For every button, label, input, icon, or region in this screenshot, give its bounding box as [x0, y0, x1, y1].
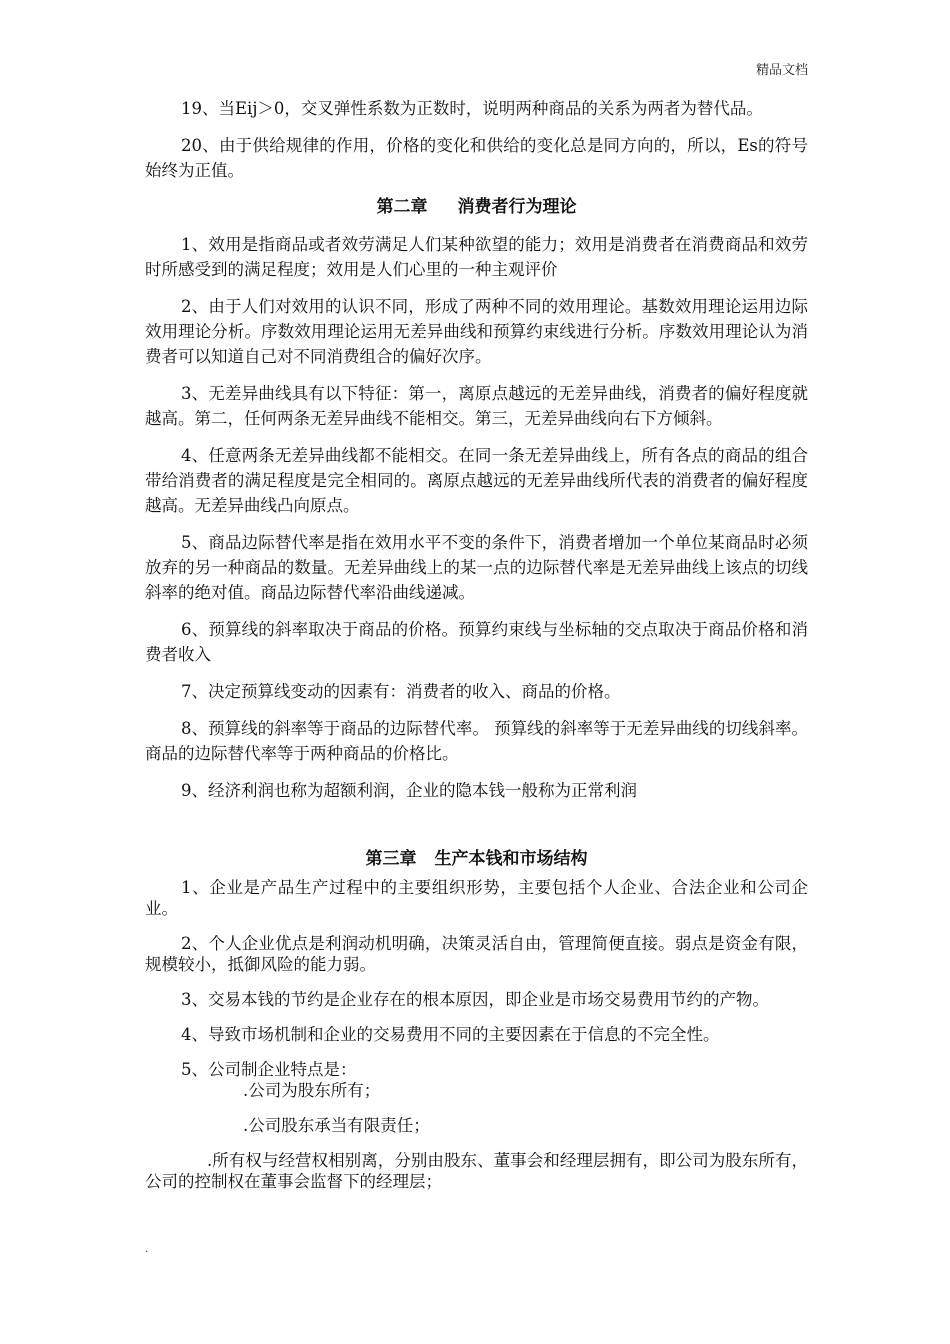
chapter-title: 生产本钱和市场结构	[434, 849, 588, 869]
chapter-heading	[145, 195, 808, 219]
chapter-heading	[145, 847, 808, 871]
chapter-number: 第三章	[365, 849, 417, 869]
page-header: 精品文档	[755, 63, 808, 78]
chapter-number: 第二章	[376, 197, 428, 217]
paragraph: 6、预算线的斜率取决于商品的价格。预算约束线与坐标轴的交点取决于商品价格和消费者收入	[145, 620, 808, 664]
paragraph: 19、当Eij＞0，交叉弹性系数为正数时，说明两种商品的关系为两者为替代品。	[181, 99, 763, 118]
chapter3-section	[145, 877, 808, 1192]
paragraph: 1、企业是产品生产过程中的主要组织形势，主要包括个人企业、合法企业和公司企业。	[145, 878, 808, 918]
paragraph: 20、由于供给规律的作用，价格的变化和供给的变化总是同方向的，所以，Es的符号始终为正值。	[145, 136, 808, 180]
paragraph: 5、商品边际替代率是指在效用水平不变的条件下，消费者增加一个单位某商品时必须放弃的另一种商品的数量。无差异曲线上的某一点的边际替代率是无差异曲线上该点的切线斜率的绝对值。商品边际替代率沿曲线递减。	[145, 533, 808, 602]
chapter-title: 消费者行为理论	[457, 197, 577, 217]
paragraph: 3、无差异曲线具有以下特征：第一，离原点越远的无差异曲线，消费者的偏好程度就越高。第二，任何两条无差异曲线不能相交。第三，无差异曲线向右下方倾斜。	[145, 384, 808, 428]
intro-section	[145, 96, 808, 183]
list-item: .公司股东承当有限责任；	[243, 1116, 430, 1135]
paragraph: 2、由于人们对效用的认识不同，形成了两种不同的效用理论。基数效用理论运用边际效用理论分析。序数效用理论运用无差异曲线和预算约束线进行分析。序数效用理论认为消费者可以知道自己对不同消费组合的偏好次序。	[145, 297, 808, 366]
paragraph: 8、预算线的斜率等于商品的边际替代率。 预算线的斜率等于无差异曲线的切线斜率。商品的边际替代率等于两种商品的价格比。	[145, 719, 808, 763]
paragraph: 1、效用是指商品或者效劳满足人们某种欲望的能力；效用是消费者在消费商品和效劳时所感受到的满足程度；效用是人们心里的一种主观评价	[145, 235, 808, 279]
paragraph: 9、经济利润也称为超额利润，企业的隐本钱一般称为正常利润	[181, 781, 637, 800]
list-item: .公司为股东所有；	[243, 1081, 381, 1100]
list-item: .所有权与经营权相别离，分别由股东、董事会和经理层拥有，即公司为股东所有，公司的控制权在董事会监督下的经理层；	[145, 1151, 808, 1191]
chapter2-section	[145, 232, 808, 803]
paragraph: 4、任意两条无差异曲线都不能相交。在同一条无差异曲线上，所有各点的商品的组合带给消费者的满足程度是完全相同的。离原点越远的无差异曲线所代表的消费者的偏好程度越高。无差异曲线凸向原点。	[145, 446, 808, 515]
footer-mark: .	[145, 1244, 149, 1255]
paragraph: 5、公司制企业特点是：	[181, 1060, 357, 1079]
paragraph: 2、个人企业优点是利润动机明确，决策灵活自由，管理简便直接。弱点是资金有限，规模较小，抵御风险的能力弱。	[145, 934, 808, 974]
paragraph: 4、导致市场机制和企业的交易费用不同的主要因素在于信息的不完全性。	[181, 1025, 720, 1044]
paragraph: 7、决定预算线变动的因素有：消费者的收入、商品的价格。	[181, 682, 621, 701]
document-body	[145, 96, 808, 1206]
paragraph: 3、交易本钱的节约是企业存在的根本原因，即企业是市场交易费用节约的产物。	[181, 990, 769, 1009]
